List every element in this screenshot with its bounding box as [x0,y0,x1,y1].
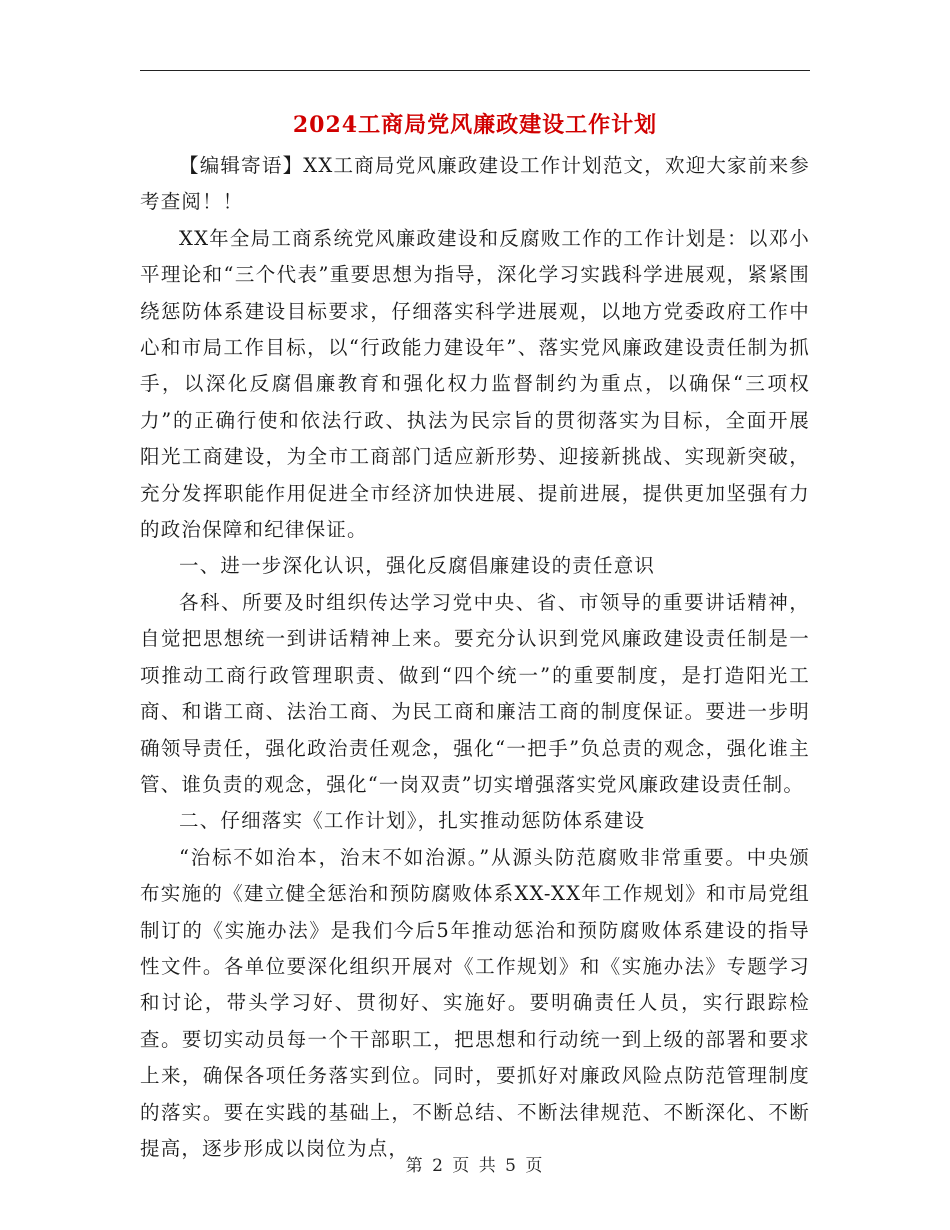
page-number-footer: 第 2 页 共 5 页 [405,1156,545,1176]
header-rule [140,70,810,71]
body-paragraph: 各科、所要及时组织传达学习党中央、省、市领导的重要讲话精神，自觉把思想统一到讲话精神上来。要充分认识到党风廉政建设责任制是一项推动工商行政管理职责、做到“四个统一”的重要制度，是打造阳光工商、和谐工商、法治工商、为民工商和廉洁工商的制度保证。要进一步明确领导责任，强化政治责任观念，强化“一把手”负总责的观念，强化谁主管、谁负责的观念，强化“一岗双责”切实增强落实党风廉政建设责任制。 [140,590,810,796]
section-heading-1: 一、进一步深化认识，强化反腐倡廉建设的责任意识 [179,554,656,578]
section-heading-2: 二、仔细落实《工作计划》，扎实推动惩防体系建设 [179,809,646,833]
document-title: 2024工商局党风廉政建设工作计划 [292,112,658,138]
body-paragraph: “治标不如治本，治末不如治源。”从源头防范腐败非常重要。中央颁布实施的《建立健全惩治和预防腐败体系XX-XX年工作规划》和市局党组制订的《实施办法》是我们今后5年推动惩治和预防腐败体系建设的指导性文件。各单位要深化组织开展对《工作规划》和《实施办法》专题学习和讨论，带头学习好、贯彻好、实施好。要明确责任人员，实行跟踪检查。要切实动员每一个干部职工，把思想和行动统一到上级的部署和要求上来，确保各项任务落实到位。同时，要抓好对廉政风险点防范管理制度的落实。要在实践的基础上，不断总结、不断法律规范、不断深化、不断提高，逐步形成以岗位为点， [140,845,810,1160]
body-paragraph: XX年全局工商系统党风廉政建设和反腐败工作的工作计划是：以邓小平理论和“三个代表”重要思想为指导，深化学习实践科学进展观，紧紧围绕惩防体系建设目标要求，仔细落实科学进展观，以地方党委政府工作中心和市局工作目标，以“行政能力建设年”、落实党风廉政建设责任制为抓手，以深化反腐倡廉教育和强化权力监督制约为重点，以确保“三项权力”的正确行使和依法行政、执法为民宗旨的贯彻落实为目标，全面开展阳光工商建设，为全市工商部门适应新形势、迎接新挑战、实现新突破，充分发挥职能作用促进全市经济加快进展、提前进展，提供更加坚强有力的政治保障和纪律保证。 [140,226,810,542]
editor-note-paragraph: 【编辑寄语】XX工商局党风廉政建设工作计划范文，欢迎大家前来参考查阅！！ [140,154,810,214]
document-body [140,148,810,1167]
